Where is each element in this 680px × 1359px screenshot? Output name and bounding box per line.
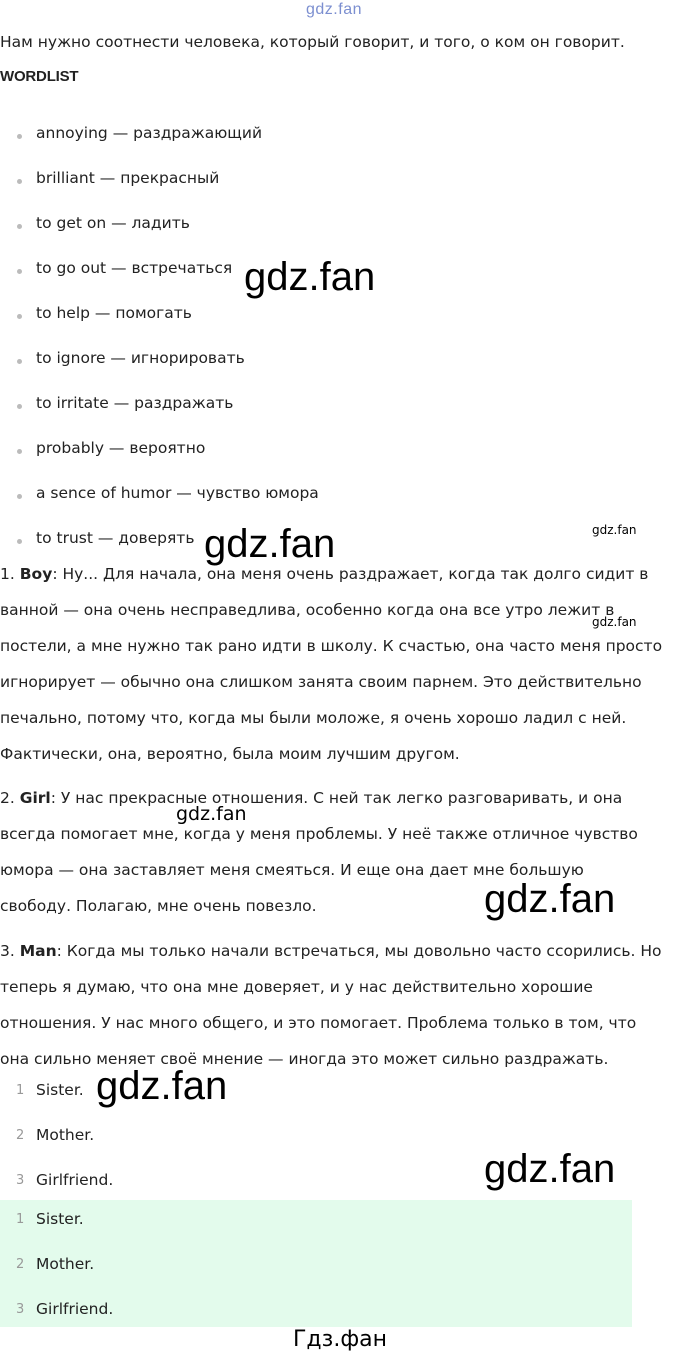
paragraph-line [0,1005,680,1041]
paragraph-line [0,736,680,772]
wordlist-item: to ignore — игнорировать [36,349,245,367]
wordlist-title: WORDLIST [0,68,79,85]
paragraph-number: 1. [0,565,15,583]
watermark-medium: gdz.fan [176,803,247,825]
bullet-icon [17,134,22,139]
bullet-icon [17,539,22,544]
wordlist-item: brilliant — прекрасный [36,169,220,187]
wordlist-item: probably — вероятно [36,439,206,457]
answer-number: 2 [16,1257,25,1272]
watermark-large: gdz.fan [244,255,376,299]
dialogue-paragraph [0,933,680,1077]
paragraph-number: 3. [0,942,15,960]
answer-number: 1 [16,1083,25,1098]
paragraph-number: 2. [0,789,15,807]
answers-list-highlighted [0,1200,632,1327]
line-text: всегда помогает мне, когда у меня проблемы. У неё также отличное чувство [0,825,638,843]
answer-text: Mother. [36,1255,95,1273]
watermark-large: gdz.fan [204,522,336,566]
dialogue-paragraph [0,556,680,772]
answer-item [0,1200,632,1245]
answer-text: Sister. [36,1210,84,1228]
bullet-icon [17,269,22,274]
wordlist-item: to irritate — раздражать [36,394,234,412]
paragraph-line [0,933,680,969]
line-text: постели, а мне нужно так рано идти в школу. К счастью, она часто меня просто [0,637,663,655]
answer-item [0,1116,632,1161]
bullet-icon [17,224,22,229]
watermark-small: gdz.fan [592,523,637,537]
speaker-name: Girl [19,789,51,807]
watermark-top: gdz.fan [306,1,362,18]
answer-number: 2 [16,1128,25,1143]
answer-text: Girlfriend. [36,1300,114,1318]
paragraph-line [0,780,680,816]
wordlist-item: to help — помогать [36,304,192,322]
answer-text: Sister. [36,1081,84,1099]
line-text: Фактически, она, вероятно, была моим лучшим другом. [0,745,460,763]
line-text: свободу. Полагаю, мне очень повезло. [0,897,317,915]
speaker-name: Man [19,942,57,960]
paragraph-line [0,969,680,1005]
paragraph-line [0,888,680,924]
line-text: игнорирует — обычно она слишком занята своим парнем. Это действительно [0,673,642,691]
watermark-large: gdz.fan [96,1064,228,1108]
line-text: юмора — она заставляет меня смеяться. И еще она дает мне большую [0,861,584,879]
wordlist-item: to trust — доверять [36,529,195,547]
bullet-icon [17,179,22,184]
line-text: она сильно меняет своё мнение — иногда это может сильно раздражать. [0,1050,609,1068]
bullet-icon [17,359,22,364]
wordlist-item: to go out — встречаться [36,259,233,277]
answer-text: Girlfriend. [36,1171,114,1189]
bullet-icon [17,449,22,454]
line-text: : Ну... Для начала, она меня очень раздражает, когда так долго сидит в [52,565,649,583]
line-text: : Когда мы только начали встречаться, мы довольно часто ссорились. Но [56,942,662,960]
dialogue-paragraph [0,780,680,924]
bullet-icon [17,314,22,319]
watermark-bottom: Гдз.фан [293,1327,387,1352]
speaker-name: Boy [19,565,53,583]
paragraph-line [0,628,680,664]
paragraph-line [0,816,680,852]
answer-item [0,1071,632,1116]
bullet-icon [17,404,22,409]
line-text: отношения. У нас много общего, и это помогает. Проблема только в том, что [0,1014,637,1032]
paragraph-line [0,664,680,700]
watermark-large: gdz.fan [484,1147,616,1191]
paragraph-line [0,592,680,628]
answer-number: 1 [16,1212,25,1227]
watermark-large: gdz.fan [484,877,616,921]
wordlist-item: a sence of humor — чувство юмора [36,484,319,502]
wordlist-item: annoying — раздражающий [36,124,263,142]
paragraph-line [0,700,680,736]
paragraph-line [0,852,680,888]
wordlist-item: to get on — ладить [36,214,190,232]
paragraph-line [0,556,680,592]
answer-item [0,1245,632,1290]
answers-list [0,1071,632,1206]
intro-text: Нам нужно соотнести человека, который говорит, и того, о ком он говорит. [0,33,625,51]
answer-text: Mother. [36,1126,95,1144]
watermark-small: gdz.fan [592,615,637,629]
answer-number: 3 [16,1302,25,1317]
line-text: теперь я думаю, что она мне доверяет, и у нас действительно хорошие [0,978,593,996]
bullet-icon [17,494,22,499]
line-text: печально, потому что, когда мы были моложе, я очень хорошо ладил с ней. [0,709,627,727]
line-text: : У нас прекрасные отношения. С ней так легко разговаривать, и она [50,789,623,807]
answer-number: 3 [16,1173,25,1188]
line-text: ванной — она очень несправедлива, особенно когда она все утро лежит в [0,601,615,619]
